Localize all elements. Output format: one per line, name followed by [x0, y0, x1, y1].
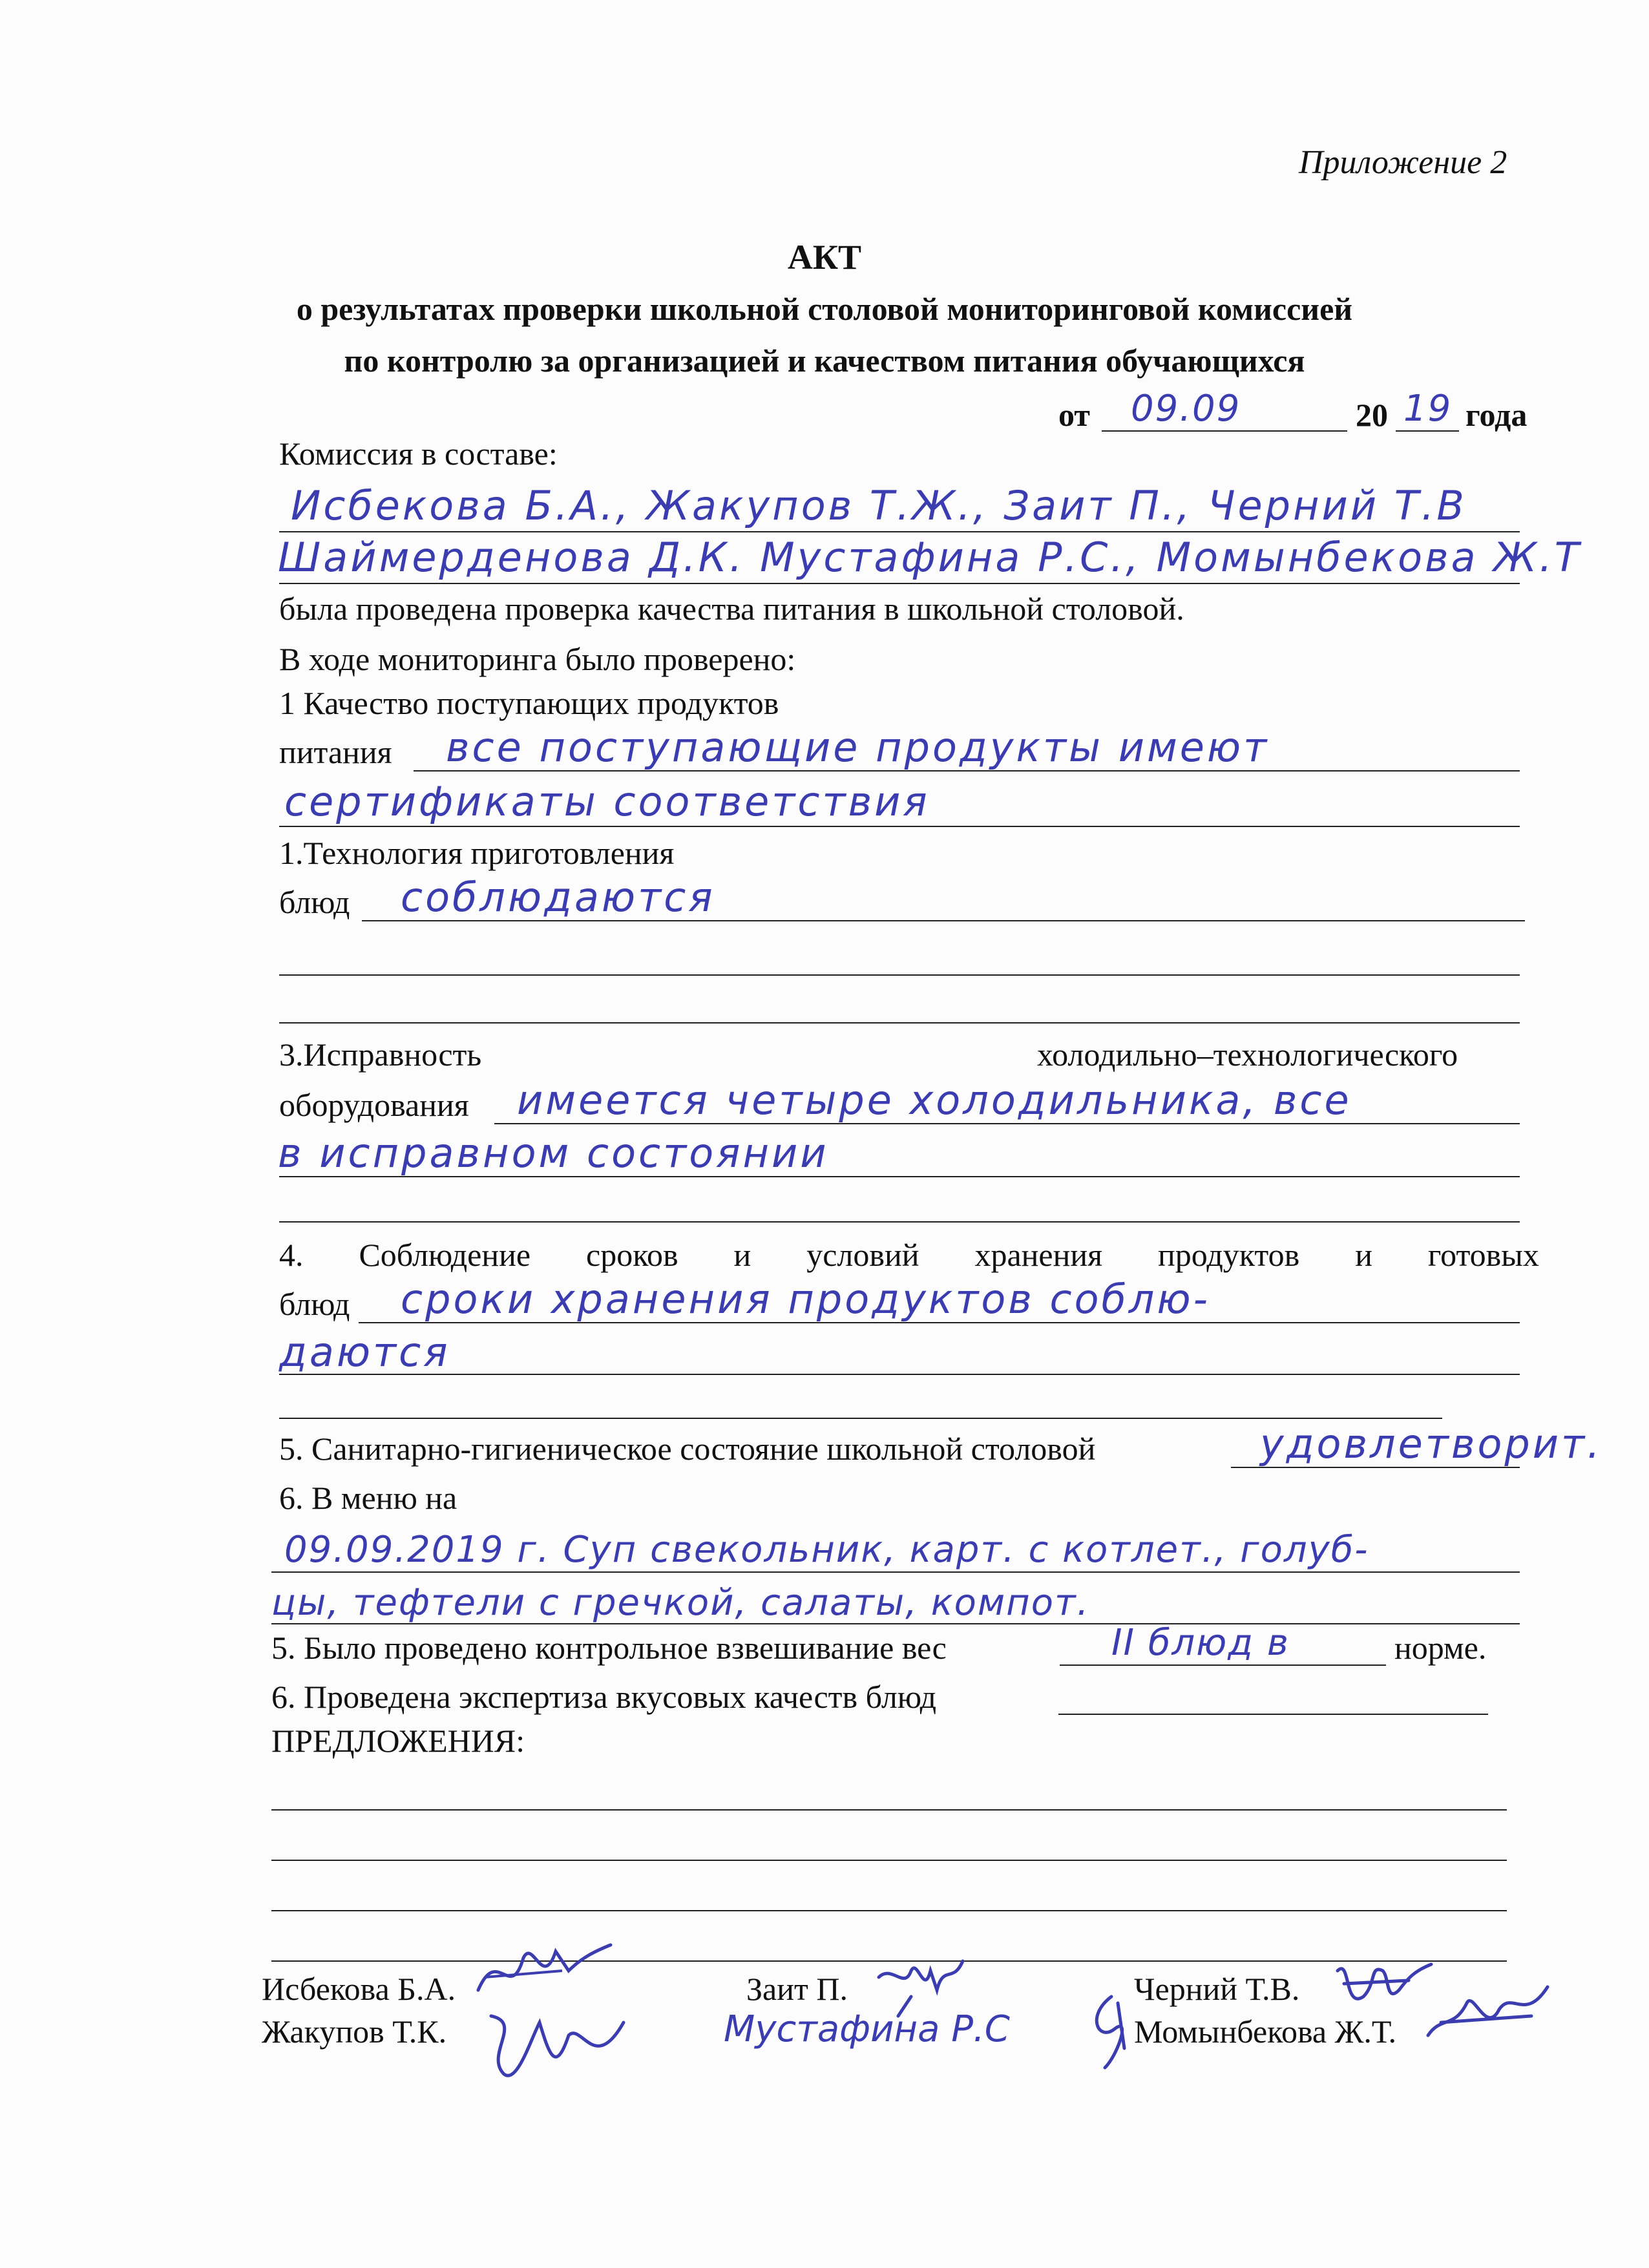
signature-mark-2: [478, 2003, 627, 2087]
date-suffix: года: [1465, 397, 1528, 433]
item2-label-b: блюд: [279, 884, 350, 920]
item2-label-a: 1.Технология приготовления: [279, 835, 675, 871]
signature-mark-5: [1331, 1951, 1434, 2022]
item7-suffix: норме.: [1394, 1630, 1487, 1666]
signature-name-1: Исбекова Б.А.: [262, 1971, 456, 2007]
item3-label-a-right: холодильно–технологического: [1037, 1036, 1458, 1073]
item3-label-a-left: 3.Исправность: [279, 1036, 482, 1073]
date-year-prefix: 20: [1356, 397, 1388, 433]
item3-handwritten-2: в исправном состоянии: [278, 1129, 829, 1177]
signature-mark-4: [1079, 1990, 1144, 2074]
item4-label-b: блюд: [279, 1286, 350, 1322]
signature-mark-6: [1422, 1977, 1551, 2048]
signature-mark-3: [872, 1951, 969, 2022]
item6-label: 6. В меню на: [279, 1480, 457, 1516]
item2-handwritten-1: соблюдаются: [401, 874, 715, 921]
item3-label-b: оборудования: [279, 1087, 469, 1123]
document-subtitle-1: о результатах проверки школьной столовой мониторинговой комиссией: [296, 291, 1353, 327]
item7-label: 5. Было проведено контрольное взвешивание вес: [271, 1630, 947, 1666]
item1-handwritten-1: все поступающие продукты имеют: [446, 724, 1270, 771]
document-subtitle-2: по контролю за организацией и качеством питания обучающихся: [344, 342, 1305, 379]
signature-name-5: Черний Т.В.: [1134, 1971, 1300, 2007]
item4-label-a: 4. Соблюдение сроков и условий хранения продуктов и готовых: [279, 1237, 1539, 1273]
item5-handwritten: удовлетворит.: [1260, 1420, 1602, 1467]
item7-handwritten: II блюд в: [1111, 1622, 1290, 1664]
item6-handwritten-2: цы, тефтели с гречкой, салаты, компот.: [271, 1582, 1090, 1624]
item1-handwritten-2: сертификаты соответствия: [284, 778, 930, 825]
signature-name-6: Момынбекова Ж.Т.: [1134, 2013, 1396, 2050]
signature-name-3: Заит П.: [746, 1971, 848, 2007]
document-title: АКТ: [787, 238, 862, 277]
signature-mark-1: [472, 1932, 614, 2010]
appendix-label: Приложение 2: [1299, 144, 1507, 181]
signature-name-4-handwritten: Мустафина Р.С: [724, 2008, 1010, 2050]
item3-handwritten-1: имеется четыре холодильника, все: [517, 1076, 1352, 1124]
signature-name-2: Жакупов Т.К.: [262, 2013, 447, 2050]
item4-handwritten-1: сроки хранения продуктов соблю-: [401, 1276, 1210, 1323]
item6-handwritten-1: 09.09.2019 г. Суп свекольник, карт. с котлет., голуб-: [284, 1529, 1369, 1571]
monitoring-statement: В ходе мониторинга было проверено:: [279, 641, 796, 677]
date-year-suffix: 19: [1403, 388, 1453, 430]
date-day-month: 09.09: [1131, 388, 1241, 430]
item4-handwritten-2: даются: [279, 1328, 450, 1376]
item1-label-a: 1 Качество поступающих продуктов: [279, 685, 779, 721]
commission-label: Комиссия в составе:: [279, 436, 558, 472]
item8-label: 6. Проведена экспертиза вкусовых качеств блюд: [271, 1679, 937, 1715]
item5-label: 5. Санитарно-гигиеническое состояние школьной столовой: [279, 1431, 1096, 1467]
commission-members-line-2: Шаймерденова Д.К. Мустафина Р.С., Момынбекова Ж.Т: [278, 534, 1582, 581]
check-statement: была проведена проверка качества питания в школьной столовой.: [279, 591, 1184, 627]
commission-members-line-1: Исбекова Б.А., Жакупов Т.Ж., Заит П., Черний Т.В: [291, 482, 1467, 529]
date-prefix: от: [1058, 397, 1090, 433]
item1-label-b: питания: [279, 734, 392, 770]
proposals-label: ПРЕДЛОЖЕНИЯ:: [271, 1723, 525, 1759]
